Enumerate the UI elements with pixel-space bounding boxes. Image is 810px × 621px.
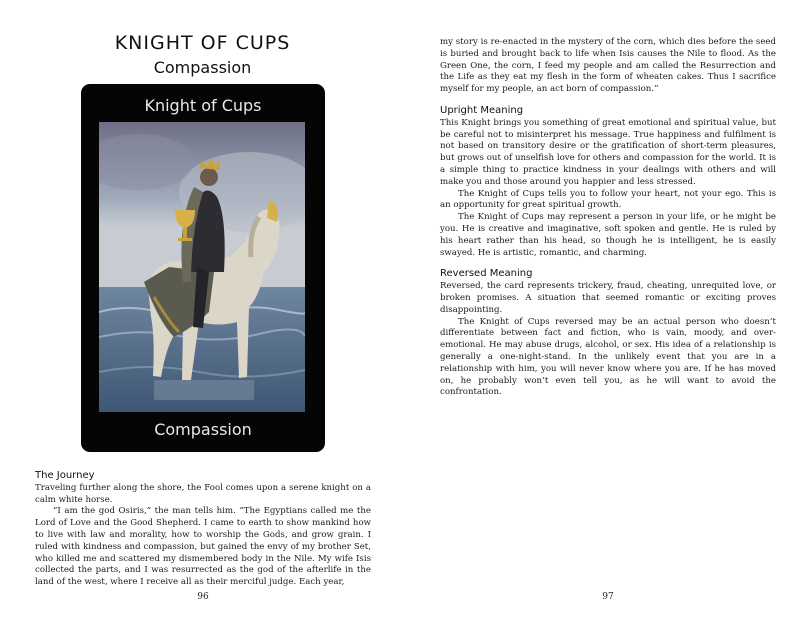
upright-paragraph: The Knight of Cups tells you to follow your heart, not your ego. This is an opportunity for great spiritual growth. — [440, 188, 776, 211]
cup-base — [178, 238, 192, 241]
reversed-paragraph: The Knight of Cups reversed may be an actual person who doesn’t differentiate between fact and fiction, who is vain, moody, and over-emotional. He may abuse drugs, alcohol, or sex. His idea of a relationship is generally a one-night-stand. In the unlikely event that you are in a relationship with him, you will never know where you are. If he has moved on, he probably won’t even tell you, as he will want to avoid the confrontation. — [440, 316, 776, 398]
right-text — [440, 37, 776, 399]
reversed-heading: Reversed Meaning — [440, 268, 533, 280]
knight-head — [200, 168, 218, 186]
chapter-title: KNIGHT OF CUPS — [114, 32, 291, 54]
reflection — [154, 380, 254, 400]
upright-paragraph: The Knight of Cups may represent a person in your life, or he might be you. He is creative and imaginative, soft spoken and gentle. He is ruled by his heart rather than his head, so though he is intelligent, he is easily swayed. He is artistic, romantic, and charming. — [440, 212, 776, 258]
upright-paragraph: This Knight brings you something of great emotional and spiritual value, but be careful not to misinterpret his message. True happiness and fulfilment is not based on transitory desire or the gratification of short-term pleasures, but grows out of unselfish love for others and compassion for the world. It is a simple thing to practice kindness in your dealings with others and will make you and those around you happier and less stressed. — [440, 117, 776, 187]
page-number: 96 — [197, 592, 209, 602]
journey-section — [35, 470, 371, 589]
upright-heading: Upright Meaning — [440, 104, 524, 116]
card-illustration — [99, 122, 305, 412]
reversed-paragraph: Reversed, the card represents trickery, fraud, cheating, unrequited love, or broken promises. A situation that seemed romantic or exciting proves disappointing. — [440, 281, 776, 315]
card-top-label: Knight of Cups — [144, 96, 262, 115]
right-page — [405, 0, 810, 621]
chapter-subtitle: Compassion — [153, 58, 252, 77]
page-number: 97 — [602, 592, 614, 602]
journey-paragraph: Traveling further along the shore, the Fool comes upon a serene knight on a calm white horse. — [35, 482, 371, 505]
card-bottom-label: Compassion — [154, 420, 252, 439]
journey-paragraph: “I am the god Osiris,” the man tells him. “The Egyptians called me the Lord of Love and the Good Shepherd. I came to earth to show mankind how to live with law and morality, how to worship the Gods, and grow grain. I ruled with kindness and compassion, but gained the envy of my brother Set, who killed me and scattered my dismembered body in the Nile. My wife Isis collected the parts, and I was resurrected as the god of the afterlife in the land of the west, where I receive all as their merciful judge. Each year, — [35, 506, 371, 588]
journey-continuation: my story is re-enacted in the mystery of the corn, which dies before the seed is buried and brought back to life when Isis causes the Nile to flood. As the Green One, the corn, I feed my people and am called the Resurrection and the Life as they eat my flesh in the form of wheaten cakes. Thus I sacrifice myself for my people, an act born of compassion.” — [440, 37, 776, 95]
tarot-card — [81, 84, 325, 452]
cup-stem — [183, 227, 187, 239]
journey-heading: The Journey — [35, 470, 95, 481]
